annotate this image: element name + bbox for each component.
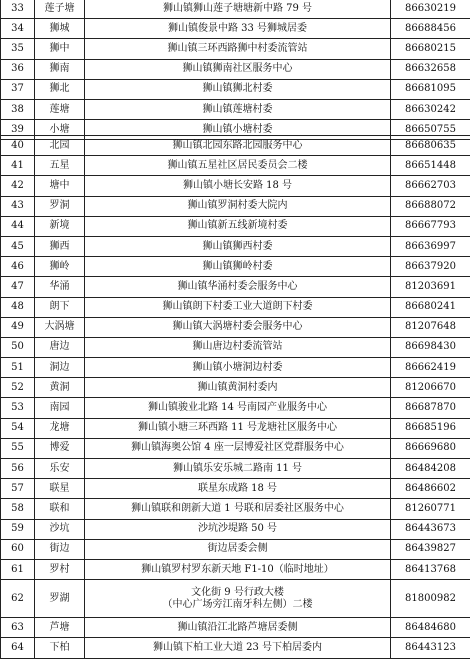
phone-number: 86669680 bbox=[391, 438, 470, 458]
site-address bbox=[85, 580, 391, 618]
row-number: 37 bbox=[1, 79, 35, 99]
site-name: 南园 bbox=[35, 398, 85, 418]
table-row bbox=[1, 297, 470, 317]
table-row bbox=[1, 317, 470, 337]
site-address: 狮山镇沿江北路芦塘居委侧 bbox=[85, 618, 391, 638]
phone-number: 81260771 bbox=[391, 499, 470, 519]
phone-number: 86698430 bbox=[391, 337, 470, 357]
site-address: 狮山镇狮岭村委 bbox=[85, 257, 391, 277]
site-address: 狮山镇俊景中路 33 号狮城居委 bbox=[85, 19, 391, 39]
site-name: 洞边 bbox=[35, 358, 85, 378]
site-name: 大涡塘 bbox=[35, 317, 85, 337]
site-name: 罗洞 bbox=[35, 196, 85, 216]
table-row bbox=[1, 156, 470, 176]
row-number: 60 bbox=[1, 539, 35, 559]
site-address: 狮山镇狮西村委 bbox=[85, 236, 391, 256]
phone-number: 86632658 bbox=[391, 59, 470, 79]
table-row bbox=[1, 580, 470, 618]
phone-number: 81800982 bbox=[391, 580, 470, 618]
site-name: 狮中 bbox=[35, 39, 85, 59]
phone-number: 86486602 bbox=[391, 479, 470, 499]
table-row bbox=[1, 99, 470, 119]
table-row bbox=[1, 277, 470, 297]
site-address: 狮山镇小塘长安路 18 号 bbox=[85, 176, 391, 196]
site-name: 北园 bbox=[35, 136, 85, 156]
row-number: 45 bbox=[1, 236, 35, 256]
site-address: 狮山镇小塘村委 bbox=[85, 120, 391, 140]
site-address: 狮山镇小塘洞边村委 bbox=[85, 358, 391, 378]
table-row bbox=[1, 236, 470, 256]
table-row bbox=[1, 196, 470, 216]
site-address: 狮山镇大涡塘村委会服务中心 bbox=[85, 317, 391, 337]
table-row bbox=[1, 638, 470, 658]
table-row bbox=[1, 79, 470, 99]
phone-number: 86439827 bbox=[391, 539, 470, 559]
site-address: 狮山镇狮山莲子塘塘新中路 79 号 bbox=[85, 0, 391, 19]
site-name: 联和 bbox=[35, 499, 85, 519]
table-row bbox=[1, 136, 470, 156]
phone-number: 86681095 bbox=[391, 79, 470, 99]
site-address: 狮山镇狮北村委 bbox=[85, 79, 391, 99]
table-row bbox=[1, 438, 470, 458]
table-row bbox=[1, 418, 470, 438]
site-name: 龙塘 bbox=[35, 418, 85, 438]
site-name: 罗湖 bbox=[35, 580, 85, 618]
site-name: 狮城 bbox=[35, 19, 85, 39]
row-number: 56 bbox=[1, 459, 35, 479]
table-row bbox=[1, 358, 470, 378]
site-name: 狮南 bbox=[35, 59, 85, 79]
site-name: 五星 bbox=[35, 156, 85, 176]
row-number: 53 bbox=[1, 398, 35, 418]
phone-number: 86680241 bbox=[391, 297, 470, 317]
row-number: 41 bbox=[1, 156, 35, 176]
table-row bbox=[1, 337, 470, 357]
site-name: 华涌 bbox=[35, 277, 85, 297]
phone-number: 86413768 bbox=[391, 559, 470, 579]
site-name: 黄洞 bbox=[35, 378, 85, 398]
contact-table-top bbox=[0, 0, 470, 140]
row-number: 36 bbox=[1, 59, 35, 79]
phone-number: 86680635 bbox=[391, 136, 470, 156]
table-row bbox=[1, 459, 470, 479]
site-name: 小塘 bbox=[35, 120, 85, 140]
site-name: 街边 bbox=[35, 539, 85, 559]
table-row bbox=[1, 39, 470, 59]
row-number: 61 bbox=[1, 559, 35, 579]
table-row bbox=[1, 519, 470, 539]
row-number: 64 bbox=[1, 638, 35, 658]
phone-number: 86443123 bbox=[391, 638, 470, 658]
site-name: 莲塘 bbox=[35, 99, 85, 119]
row-number: 55 bbox=[1, 438, 35, 458]
row-number: 50 bbox=[1, 337, 35, 357]
site-name: 朗下 bbox=[35, 297, 85, 317]
row-number: 34 bbox=[1, 19, 35, 39]
site-address: 联星东成路 18 号 bbox=[85, 479, 391, 499]
site-name: 下柏 bbox=[35, 638, 85, 658]
site-name: 唐边 bbox=[35, 337, 85, 357]
site-address: 狮山镇下柏工业大道 23 号下柏居委内 bbox=[85, 638, 391, 658]
row-number: 54 bbox=[1, 418, 35, 438]
row-number: 49 bbox=[1, 317, 35, 337]
table-row bbox=[1, 257, 470, 277]
phone-number: 86680215 bbox=[391, 39, 470, 59]
site-name: 莲子塘 bbox=[35, 0, 85, 19]
site-address: 狮山镇莲塘村委 bbox=[85, 99, 391, 119]
table-row bbox=[1, 499, 470, 519]
phone-number: 86630219 bbox=[391, 0, 470, 19]
phone-number: 86651448 bbox=[391, 156, 470, 176]
row-number: 40 bbox=[1, 136, 35, 156]
site-name: 狮西 bbox=[35, 236, 85, 256]
phone-number: 86637920 bbox=[391, 257, 470, 277]
table-row bbox=[1, 0, 470, 19]
row-number: 42 bbox=[1, 176, 35, 196]
site-address: 狮山镇黄洞村委内 bbox=[85, 378, 391, 398]
row-number: 38 bbox=[1, 99, 35, 119]
site-address: 狮山镇联和朗新大道 1 号联和居委社区服务中心 bbox=[85, 499, 391, 519]
table-row bbox=[1, 559, 470, 579]
phone-number: 86662703 bbox=[391, 176, 470, 196]
row-number: 51 bbox=[1, 358, 35, 378]
site-name: 塘中 bbox=[35, 176, 85, 196]
phone-number: 86650755 bbox=[391, 120, 470, 140]
site-name: 联星 bbox=[35, 479, 85, 499]
site-address: 狮山镇乐安乐城二路南 11 号 bbox=[85, 459, 391, 479]
table-row bbox=[1, 59, 470, 79]
contact-table-bottom bbox=[0, 135, 470, 659]
phone-number: 81203691 bbox=[391, 277, 470, 297]
row-number: 47 bbox=[1, 277, 35, 297]
site-address: 狮山唐边村委流管站 bbox=[85, 337, 391, 357]
row-number: 57 bbox=[1, 479, 35, 499]
row-number: 62 bbox=[1, 580, 35, 618]
site-address: 狮山镇罗村罗东新天地 F1-10（临时地址） bbox=[85, 559, 391, 579]
row-number: 52 bbox=[1, 378, 35, 398]
site-name: 芦塘 bbox=[35, 618, 85, 638]
site-address: 狮山镇狮南社区服务中心 bbox=[85, 59, 391, 79]
phone-number: 81206670 bbox=[391, 378, 470, 398]
phone-number: 86443673 bbox=[391, 519, 470, 539]
phone-number: 86667793 bbox=[391, 216, 470, 236]
table-row bbox=[1, 398, 470, 418]
row-number: 58 bbox=[1, 499, 35, 519]
phone-number: 86685196 bbox=[391, 418, 470, 438]
site-address: 狮山镇新五线新境村委 bbox=[85, 216, 391, 236]
site-name: 乐安 bbox=[35, 459, 85, 479]
table-row bbox=[1, 176, 470, 196]
site-name: 沙坑 bbox=[35, 519, 85, 539]
phone-number: 86688456 bbox=[391, 19, 470, 39]
phone-number: 86630242 bbox=[391, 99, 470, 119]
address-line: 文化街 9 号行政大楼 bbox=[87, 587, 388, 599]
site-address: 狮山镇小塘三环西路 11 号龙塘社区服务中心 bbox=[85, 418, 391, 438]
site-address: 狮山镇海奥公馆 4 座一层博爱社区党群服务中心 bbox=[85, 438, 391, 458]
phone-number: 86687870 bbox=[391, 398, 470, 418]
site-address: 街边居委会侧 bbox=[85, 539, 391, 559]
table-row bbox=[1, 378, 470, 398]
phone-number: 86636997 bbox=[391, 236, 470, 256]
site-address: 狮山镇五星社区居民委员会二楼 bbox=[85, 156, 391, 176]
row-number: 44 bbox=[1, 216, 35, 236]
address-line: （中心广场旁江南牙科左侧）二楼 bbox=[87, 599, 388, 611]
row-number: 39 bbox=[1, 120, 35, 140]
table-row bbox=[1, 216, 470, 236]
row-number: 43 bbox=[1, 196, 35, 216]
site-address: 狮山镇骏业北路 14 号南园产业服务中心 bbox=[85, 398, 391, 418]
phone-number: 86688072 bbox=[391, 196, 470, 216]
site-address: 狮山镇北园东路北园服务中心 bbox=[85, 136, 391, 156]
phone-number: 86484208 bbox=[391, 459, 470, 479]
site-name: 新境 bbox=[35, 216, 85, 236]
phone-number: 81207648 bbox=[391, 317, 470, 337]
row-number: 35 bbox=[1, 39, 35, 59]
row-number: 63 bbox=[1, 618, 35, 638]
site-address: 狮山镇三环西路狮中村委流管站 bbox=[85, 39, 391, 59]
site-name: 狮北 bbox=[35, 79, 85, 99]
table-row bbox=[1, 618, 470, 638]
site-address: 狮山镇朗下村委工业大道朗下村委 bbox=[85, 297, 391, 317]
site-name: 罗村 bbox=[35, 559, 85, 579]
row-number: 59 bbox=[1, 519, 35, 539]
row-number: 33 bbox=[1, 0, 35, 19]
site-address: 沙坑沙堤路 50 号 bbox=[85, 519, 391, 539]
site-name: 狮岭 bbox=[35, 257, 85, 277]
phone-number: 86484680 bbox=[391, 618, 470, 638]
site-address: 狮山镇罗洞村委大院内 bbox=[85, 196, 391, 216]
table-row bbox=[1, 479, 470, 499]
row-number: 48 bbox=[1, 297, 35, 317]
site-address: 狮山镇华涌村委会服务中心 bbox=[85, 277, 391, 297]
phone-number: 86662419 bbox=[391, 358, 470, 378]
table-row bbox=[1, 539, 470, 559]
site-name: 博爱 bbox=[35, 438, 85, 458]
table-row bbox=[1, 19, 470, 39]
row-number: 46 bbox=[1, 257, 35, 277]
